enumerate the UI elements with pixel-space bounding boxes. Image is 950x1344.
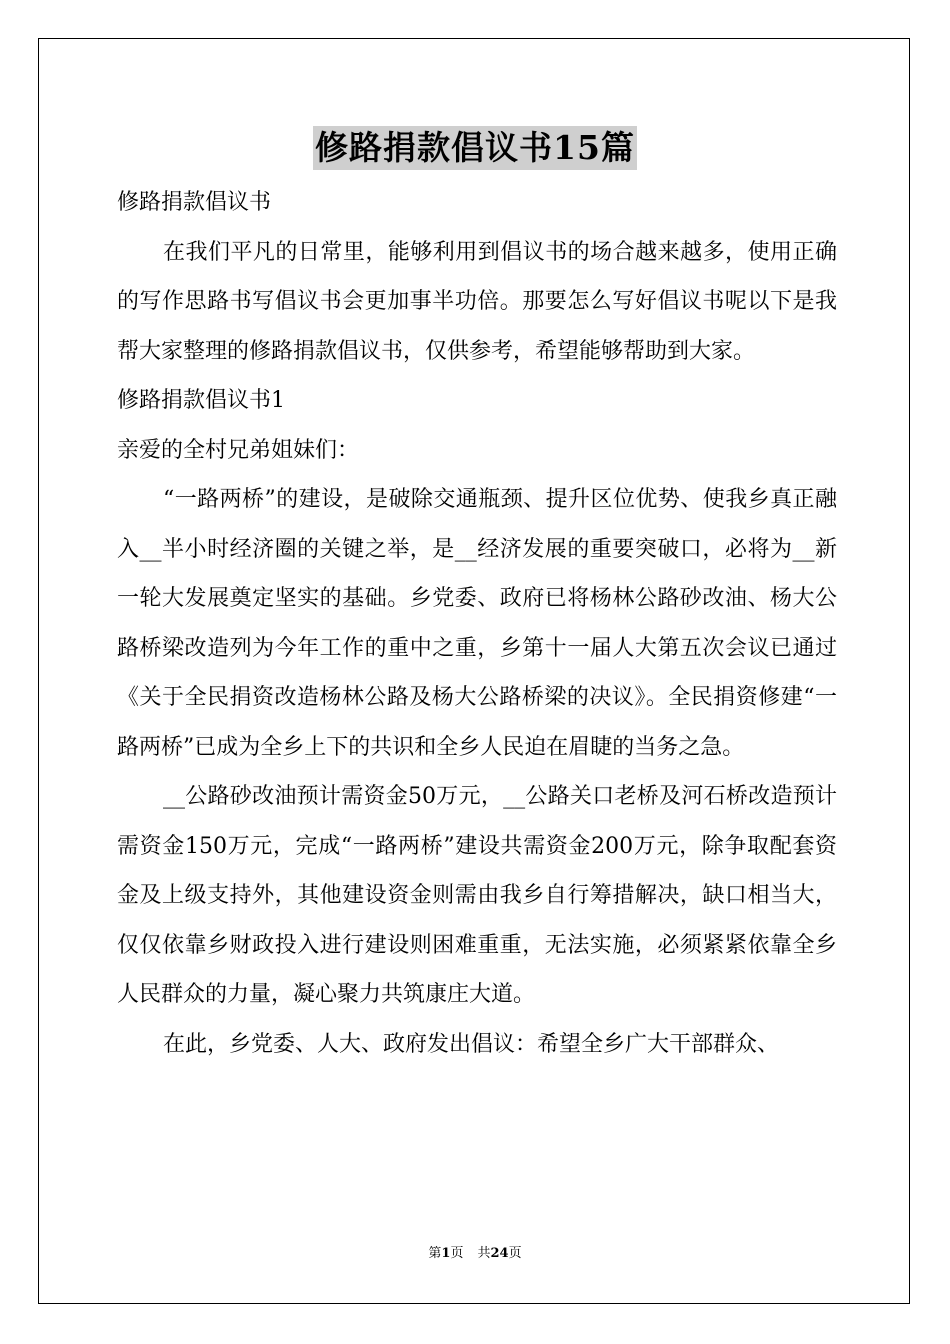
body-paragraph-3: 在此，乡党委、人大、政府发出倡议：希望全乡广大干部群众、 <box>163 1031 780 1057</box>
subtitle-paragraph: 修路捐款倡议书 <box>117 190 272 215</box>
total-prefix: 共 <box>477 1246 491 1261</box>
body-paragraph-1: “一路两桥”的建设，是破除交通瓶颈、提升区位优势、使我乡真正融入__半小时经济圈的关键之举，是__经济发展的重要突破口，必将为__新一轮大发展奠定坚实的基础。乡党委、政府已将杨林公路砂改油、杨大公路桥梁改造列为今年工作的重中之重，乡第十一届人大第五次会议已通过《关于全民捐资改造杨林公路及杨大公路桥梁的决议》。全民捐资修建“一路两桥”已成为全乡上下的共识和全乡人民迫在眉睫的当务之急。 <box>117 487 837 760</box>
salutation: 亲爱的全村兄弟姐妹们： <box>117 437 360 463</box>
total-suffix: 页 <box>508 1246 522 1261</box>
page-footer <box>0 1245 950 1263</box>
document-body <box>117 178 837 1069</box>
section-heading: 修路捐款倡议书1 <box>117 388 285 413</box>
page-prefix: 第 <box>428 1246 442 1261</box>
intro-paragraph: 在我们平凡的日常里，能够利用到倡议书的场合越来越多，使用正确的写作思路书写倡议书会更加事半功倍。那要怎么写好倡议书呢以下是我帮大家整理的修路捐款倡议书，仅供参考，希望能够帮助到大家。 <box>117 239 837 364</box>
document-title: 修路捐款倡议书15篇 <box>313 126 637 170</box>
page-suffix: 页 <box>450 1246 464 1261</box>
total-pages: 24 <box>490 1246 509 1261</box>
page-number: 1 <box>441 1246 451 1261</box>
title-container <box>0 126 950 170</box>
body-paragraph-2: __公路砂改油预计需资金50万元，__公路关口老桥及河石桥改造预计需资金150万元，完成“一路两桥”建设共需资金200万元，除争取配套资金及上级支持外，其他建设资金则需由我乡自行筹措解决，缺口相当大，仅仅依靠乡财政投入进行建设则困难重重，无法实施，必须紧紧依靠全乡人民群众的力量，凝心聚力共筑康庄大道。 <box>117 784 837 1007</box>
